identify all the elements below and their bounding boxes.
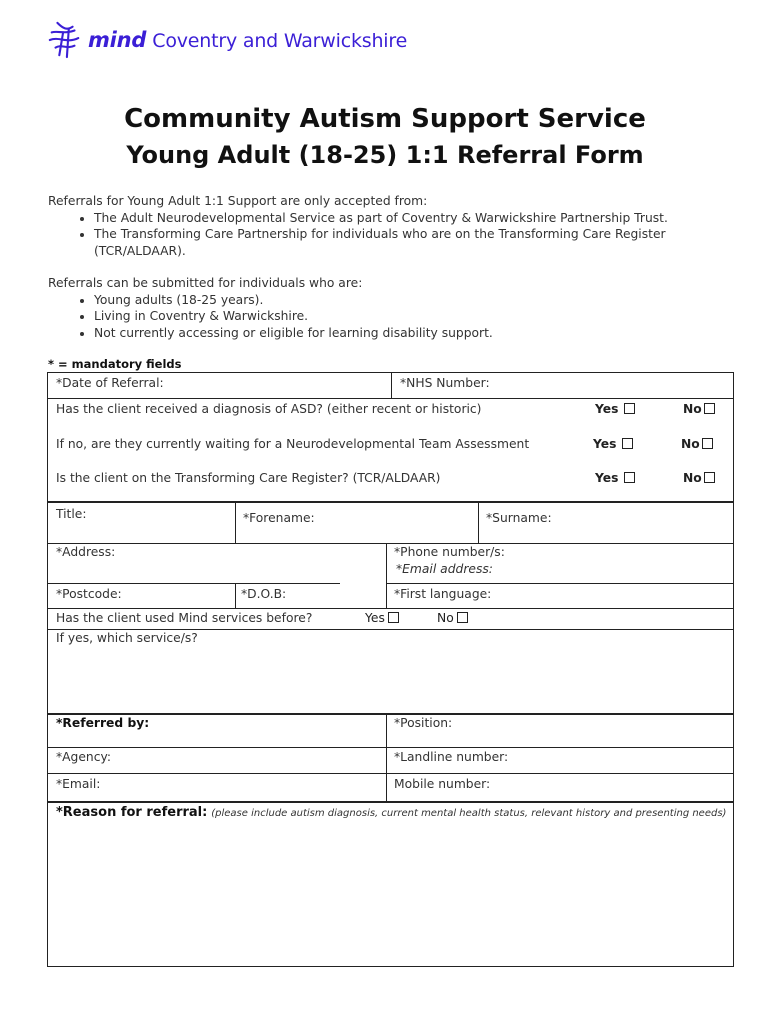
phone-field[interactable]: *Phone number/s: bbox=[394, 545, 505, 559]
yes-label: Yes bbox=[593, 437, 617, 451]
checkbox-icon bbox=[388, 612, 399, 623]
divider bbox=[48, 501, 733, 503]
checkbox-icon bbox=[624, 472, 635, 483]
intro-eligibility bbox=[48, 275, 738, 341]
brand-org: Coventry and Warwickshire bbox=[152, 30, 408, 52]
page-title: Community Autism Support Service bbox=[124, 104, 646, 134]
landline-field[interactable]: *Landline number: bbox=[394, 750, 509, 764]
first-language-field[interactable]: *First language: bbox=[394, 587, 492, 601]
intro2-list bbox=[48, 292, 738, 342]
title-field[interactable]: Title: bbox=[56, 507, 87, 521]
email-address-field[interactable]: *Email address: bbox=[396, 562, 493, 576]
checkbox-icon bbox=[622, 438, 633, 449]
brand-mind: mind bbox=[88, 28, 147, 52]
no-label: No bbox=[683, 402, 702, 416]
divider bbox=[48, 583, 340, 584]
postcode-field[interactable]: *Postcode: bbox=[56, 587, 122, 601]
yes-label: Yes bbox=[365, 611, 385, 625]
referred-by-field[interactable]: *Referred by: bbox=[56, 716, 150, 730]
list-item: • Young adults (18-25 years). bbox=[94, 292, 738, 309]
dob-field[interactable]: *D.O.B: bbox=[241, 587, 287, 601]
position-field[interactable]: *Position: bbox=[394, 716, 453, 730]
checkbox-icon bbox=[704, 403, 715, 414]
divider bbox=[48, 773, 733, 774]
divider bbox=[478, 503, 479, 543]
brand-name bbox=[88, 28, 407, 52]
address-field[interactable]: *Address: bbox=[56, 545, 116, 559]
mind-yes-checkbox[interactable] bbox=[365, 611, 399, 625]
intro2-lead: Referrals can be submitted for individuals who are: bbox=[48, 276, 363, 290]
tcr-yes-checkbox[interactable] bbox=[595, 471, 635, 485]
divider bbox=[386, 713, 387, 801]
yes-label: Yes bbox=[595, 471, 619, 485]
divider bbox=[391, 373, 392, 398]
no-label: No bbox=[437, 611, 454, 625]
divider bbox=[48, 543, 733, 544]
reason-for-referral-field[interactable] bbox=[56, 805, 728, 821]
divider bbox=[386, 583, 733, 584]
list-item: • Living in Coventry & Warwickshire. bbox=[94, 308, 738, 325]
forename-field[interactable]: *Forename: bbox=[243, 511, 315, 525]
divider bbox=[48, 713, 733, 715]
mind-logo-icon bbox=[46, 19, 84, 61]
intro1-lead: Referrals for Young Adult 1:1 Support are only accepted from: bbox=[48, 194, 428, 208]
divider bbox=[48, 801, 733, 803]
divider bbox=[235, 583, 236, 608]
mind-no-checkbox[interactable] bbox=[437, 611, 468, 625]
checkbox-icon bbox=[624, 403, 635, 414]
intro1-list bbox=[48, 210, 738, 260]
reason-note: (please include autism diagnosis, current mental health status, relevant history and presenting needs) bbox=[211, 808, 727, 819]
nhs-number-field[interactable]: *NHS Number: bbox=[400, 376, 490, 390]
email-field[interactable]: *Email: bbox=[56, 777, 101, 791]
list-item: • The Adult Neurodevelopmental Service as part of Coventry & Warwickshire Partnership Trust. bbox=[94, 210, 738, 227]
checkbox-icon bbox=[702, 438, 713, 449]
yes-label: Yes bbox=[595, 402, 619, 416]
question-mind-services: Has the client used Mind services before? bbox=[56, 611, 313, 625]
checkbox-icon bbox=[457, 612, 468, 623]
mandatory-note: * = mandatory fields bbox=[48, 357, 182, 371]
list-item: • The Transforming Care Partnership for individuals who are on the Transforming Care Register (TCR/ALDAAR). bbox=[94, 226, 738, 259]
no-label: No bbox=[681, 437, 700, 451]
divider bbox=[48, 629, 733, 630]
reason-label: *Reason for referral: bbox=[56, 805, 208, 820]
referral-form-table bbox=[47, 372, 734, 967]
divider bbox=[48, 747, 733, 748]
waiting-yes-checkbox[interactable] bbox=[593, 437, 633, 451]
which-service-field[interactable]: If yes, which service/s? bbox=[56, 631, 198, 645]
header-logo bbox=[46, 18, 407, 62]
divider bbox=[386, 543, 387, 608]
list-item: • Not currently accessing or eligible for learning disability support. bbox=[94, 325, 738, 342]
waiting-no-checkbox[interactable] bbox=[681, 437, 713, 451]
question-asd-diagnosis: Has the client received a diagnosis of ASD? (either recent or historic) bbox=[56, 402, 482, 416]
page-subtitle: Young Adult (18-25) 1:1 Referral Form bbox=[126, 141, 644, 169]
no-label: No bbox=[683, 471, 702, 485]
divider bbox=[48, 608, 733, 609]
date-of-referral-field[interactable]: *Date of Referral: bbox=[56, 376, 164, 390]
divider bbox=[235, 503, 236, 543]
surname-field[interactable]: *Surname: bbox=[486, 511, 552, 525]
question-tcr: Is the client on the Transforming Care Register? (TCR/ALDAAR) bbox=[56, 471, 441, 485]
checkbox-icon bbox=[704, 472, 715, 483]
asd-no-checkbox[interactable] bbox=[683, 402, 715, 416]
tcr-no-checkbox[interactable] bbox=[683, 471, 715, 485]
intro-referrals-from bbox=[48, 193, 738, 259]
mobile-field[interactable]: Mobile number: bbox=[394, 777, 491, 791]
divider bbox=[48, 398, 733, 399]
agency-field[interactable]: *Agency: bbox=[56, 750, 112, 764]
question-waiting-assessment: If no, are they currently waiting for a Neurodevelopmental Team Assessment bbox=[56, 437, 530, 451]
asd-yes-checkbox[interactable] bbox=[595, 402, 635, 416]
